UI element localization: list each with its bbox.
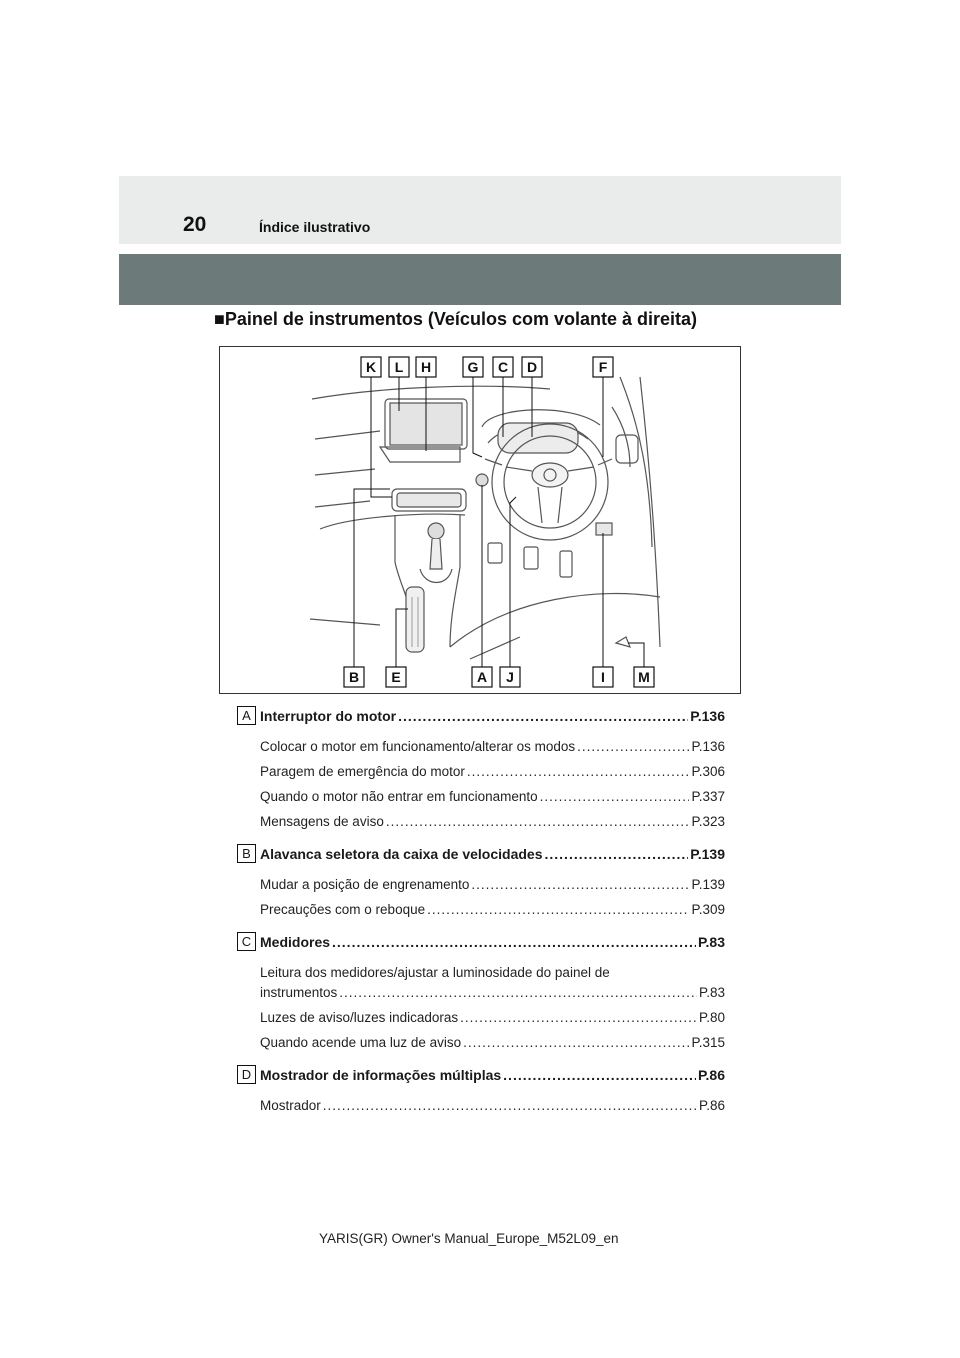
- callout-top-label: L: [394, 359, 404, 375]
- dashboard-drawing: [220, 347, 740, 693]
- entry-title-link[interactable]: Alavanca seletora da caixa de velocidades ..... P.139: [260, 846, 725, 862]
- sub-entry[interactable]: Quando o motor não entrar em funcionamento ..... P.337: [237, 786, 725, 811]
- sub-entry[interactable]: Quando acende uma luz de aviso ..... P.315: [237, 1032, 725, 1057]
- callout-top-label: K: [365, 359, 377, 375]
- callout-top-label: C: [497, 359, 509, 375]
- index-entry-c: [237, 930, 725, 1057]
- index-entry-a: [237, 704, 725, 836]
- footer-text: YARIS(GR) Owner's Manual_Europe_M52L09_en: [319, 1231, 619, 1246]
- sub-entry[interactable]: Paragem de emergência do motor ..... P.306: [237, 761, 725, 786]
- callout-bottom-label: A: [476, 669, 488, 685]
- sub-entry[interactable]: Mostrador ..... P.86: [237, 1095, 725, 1120]
- sub-entry[interactable]: Luzes de aviso/luzes indicadoras ..... P.80: [237, 1007, 725, 1032]
- callout-bottom-label: J: [506, 669, 514, 685]
- entry-title-link[interactable]: Interruptor do motor ..... P.136: [260, 708, 725, 724]
- callout-bottom-label: I: [601, 669, 605, 685]
- entry-letter: B: [237, 844, 256, 863]
- entry-letter: C: [237, 932, 256, 951]
- sub-entry[interactable]: Colocar o motor em funcionamento/alterar os modos ..... P.136: [237, 736, 725, 761]
- sub-entry[interactable]: Mudar a posição de engrenamento ..... P.139: [237, 874, 725, 899]
- entry-letter: D: [237, 1065, 256, 1084]
- callout-top-label: G: [467, 359, 479, 375]
- callout-bottom-label: E: [391, 669, 401, 685]
- page-number: 20: [183, 213, 207, 236]
- entry-title-link[interactable]: Medidores ..... P.83: [260, 934, 725, 950]
- index-entries: [237, 704, 725, 1120]
- callout-top-label: H: [420, 359, 432, 375]
- section-title: ■Painel de instrumentos (Veículos com volante à direita): [214, 309, 698, 329]
- callout-top-label: D: [526, 359, 538, 375]
- chapter-title: Índice ilustrativo: [259, 219, 371, 235]
- callout-top-label: F: [598, 359, 608, 375]
- callout-bottom-label: M: [638, 669, 650, 685]
- section-band: [119, 254, 841, 305]
- callout-bottom-label: B: [348, 669, 360, 685]
- entry-letter: A: [237, 706, 256, 725]
- sub-entry[interactable]: Precauções com o reboque ..... P.309: [237, 899, 725, 924]
- header-band: [119, 176, 841, 244]
- index-entry-d: [237, 1063, 725, 1120]
- sub-entry[interactable]: Leitura dos medidores/ajustar a luminosidade do painel de instrumentos ..... P.83: [237, 962, 725, 1007]
- dashboard-illustration: [219, 346, 741, 694]
- index-entry-b: [237, 842, 725, 924]
- sub-entry[interactable]: Mensagens de aviso ..... P.323: [237, 811, 725, 836]
- entry-title-link[interactable]: Mostrador de informações múltiplas ..... P.86: [260, 1067, 725, 1083]
